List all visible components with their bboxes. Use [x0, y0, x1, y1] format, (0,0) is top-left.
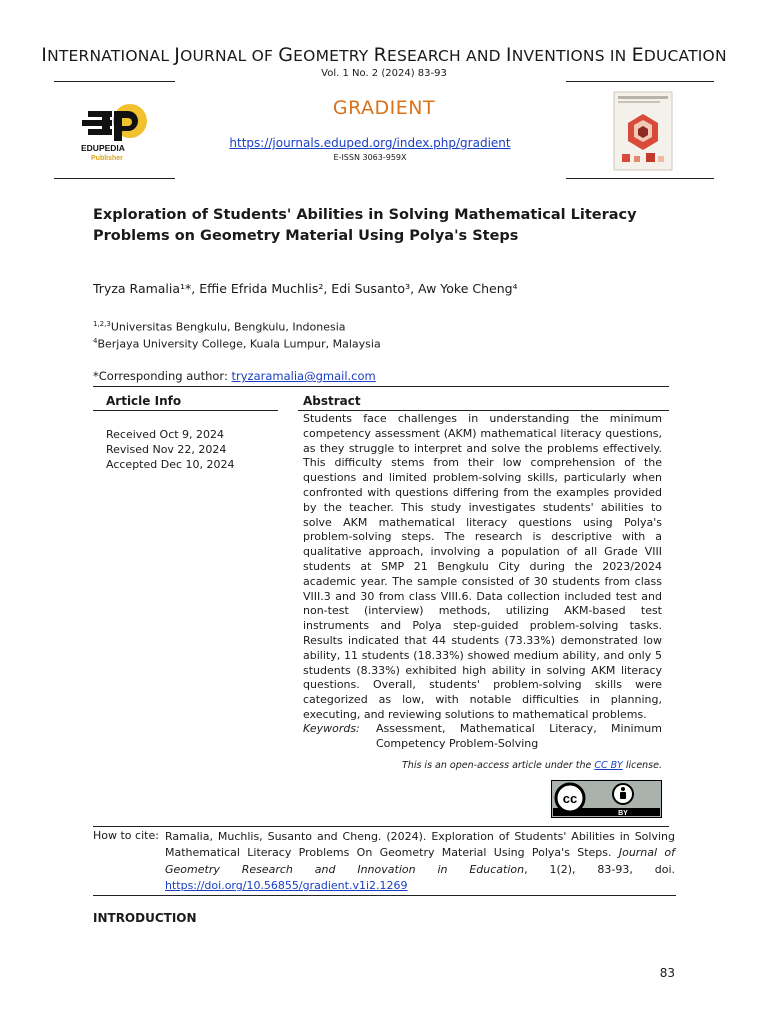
paper-title: Exploration of Students' Abilities in Solving Mathematical Literacy Problems on Geometry Material Using Polya's Steps: [93, 207, 637, 244]
author-list: Tryza Ramalia¹*, Effie Efrida Muchlis², Edi Susanto³, Aw Yoke Cheng⁴: [93, 281, 518, 296]
header-rule-right-bottom: [566, 178, 714, 179]
cc-by-link[interactable]: CC BY: [594, 760, 623, 771]
keywords-text: Assessment, Mathematical Literacy, Minimum Competency Problem-Solving: [376, 722, 662, 750]
svg-text:cc: cc: [562, 791, 578, 806]
cc-by-badge[interactable]: [551, 780, 662, 818]
keywords-label: Keywords:: [303, 722, 360, 735]
citation-bottom-rule: [93, 895, 676, 896]
header-rule-left-bottom: [54, 178, 175, 179]
corresponding-author: [93, 369, 376, 383]
how-to-cite-label: How to cite:: [93, 829, 159, 842]
journal-url-link[interactable]: https://journals.eduped.org/index.php/gradient: [229, 136, 511, 150]
affiliation-2-sup: 4: [93, 337, 98, 345]
cc-badge-by: BY: [618, 810, 628, 817]
affiliation-1: [93, 320, 346, 334]
article-info-rule: [93, 410, 278, 411]
page-number: 83: [659, 966, 675, 980]
abstract-text: Students face challenges in understanding the minimum competency assessment (AKM) mathematical literacy questions, as they struggle to interpret and solve the problems effectively. This difficulty stems from their low comprehension of the questions and limited problem-solving skills, particularly when confronted with questions differing from the examples provided by the teacher. This study investigates students' abilities to solve AKM mathematical literacy questions using Polya's problem-solving steps. The research is descriptive with a qualitative approach, involving a population of all Grade VIII students at SMP 21 Bengkulu City during the 2023/2024 academic year. The sample consisted of 30 students from class VIII.3 and 30 from class VIII.6. Data collection included test and non-test (interview) methods, utilizing AKM-based test instruments and Polya step-guided problem-solving tasks. Results indicated that 44 students (73.33%) demonstrated low ability, 11 students (18.33%) showed medium ability, and only 5 students (8.33%) exhibited high ability in solving AKM literacy questions. Overall, students' problem-solving skills were categorized as low, with notable difficulties in planning, executing, and reviewing solutions to mathematical problems.: [303, 412, 662, 721]
corresponding-email-link[interactable]: tryzaramalia@gmail.com: [231, 369, 376, 383]
affiliation-1-sup: 1,2,3: [93, 320, 111, 328]
corresponding-label: *Corresponding author:: [93, 369, 232, 383]
section-heading-introduction: INTRODUCTION: [93, 911, 197, 925]
abstract-rule: [298, 410, 669, 411]
article-info-heading: Article Info: [106, 394, 182, 408]
license-pre: This is an open-access article under the: [402, 760, 595, 771]
abstract-heading: Abstract: [303, 394, 361, 408]
revised-date: Revised Nov 22, 2024: [106, 443, 227, 456]
logo-text-publisher: Publisher: [91, 155, 123, 162]
journal-title: INTERNATIONAL JOURNAL OF GEOMETRY RESEARCH AND INVENTIONS IN EDUCATION: [41, 44, 727, 66]
citation-part-2: , 1(2), 83-93, doi.: [524, 862, 676, 876]
doi-link[interactable]: https://doi.org/10.56855/gradient.v1i2.1269: [165, 879, 408, 893]
header-rule-right-top: [566, 81, 714, 82]
received-date: Received Oct 9, 2024: [106, 428, 225, 441]
journal-short-name: GRADIENT: [332, 97, 436, 119]
journal-volume: Vol. 1 No. 2 (2024) 83-93: [321, 68, 447, 79]
license-note: [303, 760, 662, 771]
header-rule-left-top: [54, 81, 175, 82]
info-top-rule: [93, 386, 669, 387]
affiliation-1-text: Universitas Bengkulu, Bengkulu, Indonesia: [110, 320, 346, 334]
eissn: E-ISSN 3063-959X: [333, 153, 407, 162]
journal-cover-image: [612, 90, 674, 172]
citation-text: [165, 829, 675, 895]
citation-journal: Journal of Geometry Research and Innovation in Education: [165, 846, 675, 876]
citation-part-1: Ramalia, Muchlis, Susanto and Cheng. (2024). Exploration of Students' Abilities in Solving Mathematical Literacy Problems On Geometry Material Using Polya's Steps.: [165, 830, 675, 860]
citation-top-rule: [93, 826, 669, 827]
accepted-date: Accepted Dec 10, 2024: [106, 458, 235, 471]
affiliation-2-text: Berjaya University College, Kuala Lumpur, Malaysia: [97, 337, 381, 351]
affiliation-2: [93, 337, 381, 351]
license-post: license.: [622, 760, 662, 771]
logo-text-edupedia: EDUPEDIA: [81, 143, 125, 153]
